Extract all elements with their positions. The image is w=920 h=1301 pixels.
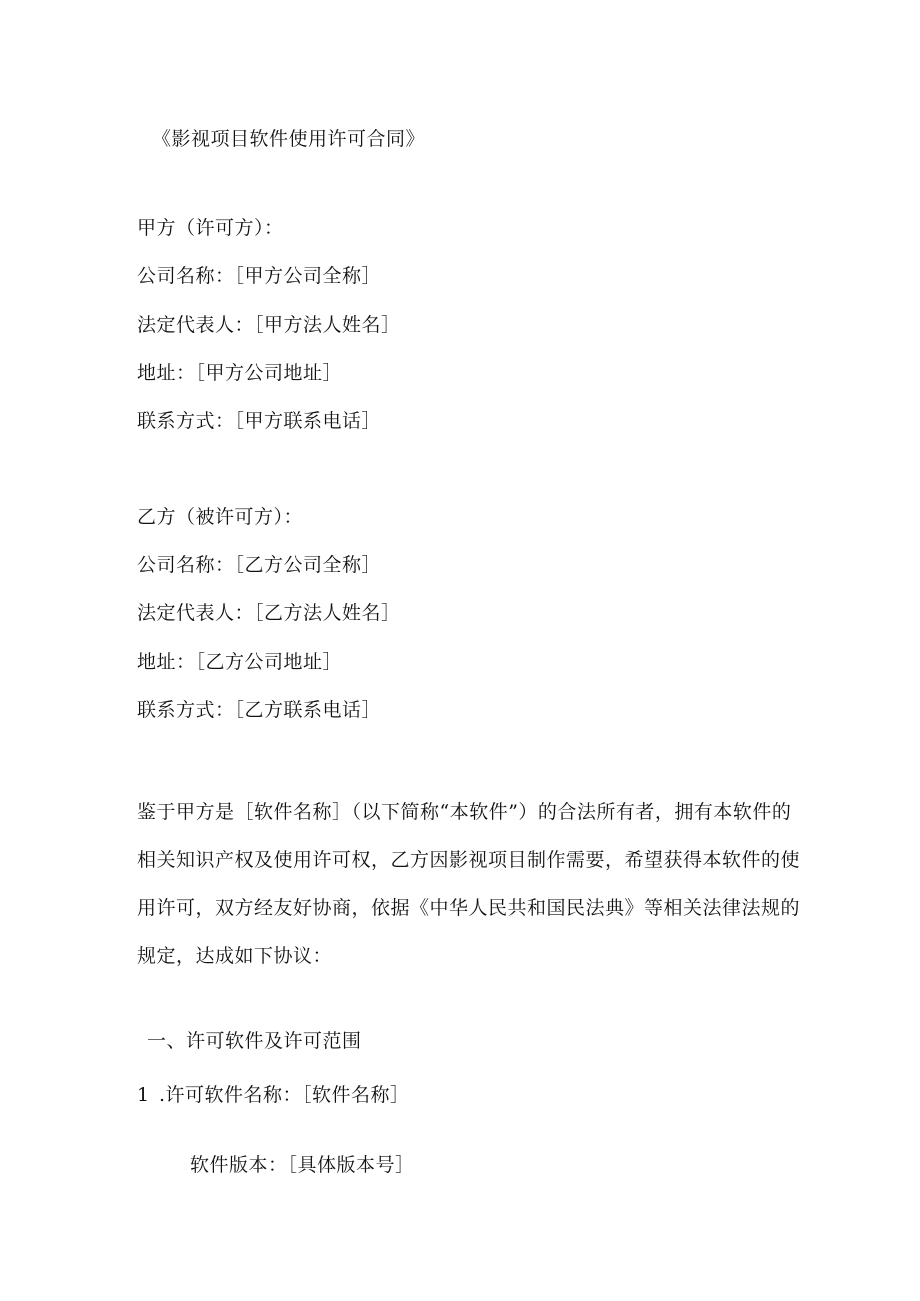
section-1-item-1 xyxy=(137,1083,410,1107)
party-b-company: 公司名称：［乙方公司全称］ xyxy=(137,554,382,576)
party-b-contact: 联系方式：［乙方联系电话］ xyxy=(137,699,382,721)
party-a-legal-rep: 法定代表人：［甲方法人姓名］ xyxy=(137,314,401,336)
preamble-line: 规定，达成如下协议： xyxy=(137,945,333,967)
item-number: 1 xyxy=(137,1084,150,1106)
party-b-address: 地址：［乙方公司地址］ xyxy=(137,651,343,673)
software-version: 软件版本：［具体版本号］ xyxy=(190,1154,415,1176)
party-a-heading: 甲方（许可方）： xyxy=(137,217,284,239)
party-a-address: 地址：［甲方公司地址］ xyxy=(137,362,343,384)
section-1-heading: 一、许可软件及许可范围 xyxy=(147,1030,362,1052)
party-b-heading: 乙方（被许可方）： xyxy=(137,506,304,528)
preamble-line: 相关知识产权及使用许可权，乙方因影视项目制作需要，希望获得本软件的使 xyxy=(137,849,801,871)
item-text: .许可软件名称：［软件名称］ xyxy=(159,1084,410,1106)
preamble-line: 鉴于甲方是［软件名称］（以下简称“本软件”）的合法所有者，拥有本软件的 xyxy=(137,801,792,823)
preamble-line: 用许可，双方经友好协商，依据《中华人民共和国民法典》等相关法律法规的 xyxy=(137,897,801,919)
party-a-company: 公司名称：［甲方公司全称］ xyxy=(137,265,382,287)
party-b-legal-rep: 法定代表人：［乙方法人姓名］ xyxy=(137,602,401,624)
contract-title: 《影视项目软件使用许可合同》 xyxy=(152,128,426,150)
party-a-contact: 联系方式：［甲方联系电话］ xyxy=(137,410,382,432)
preamble-paragraph xyxy=(137,788,801,980)
